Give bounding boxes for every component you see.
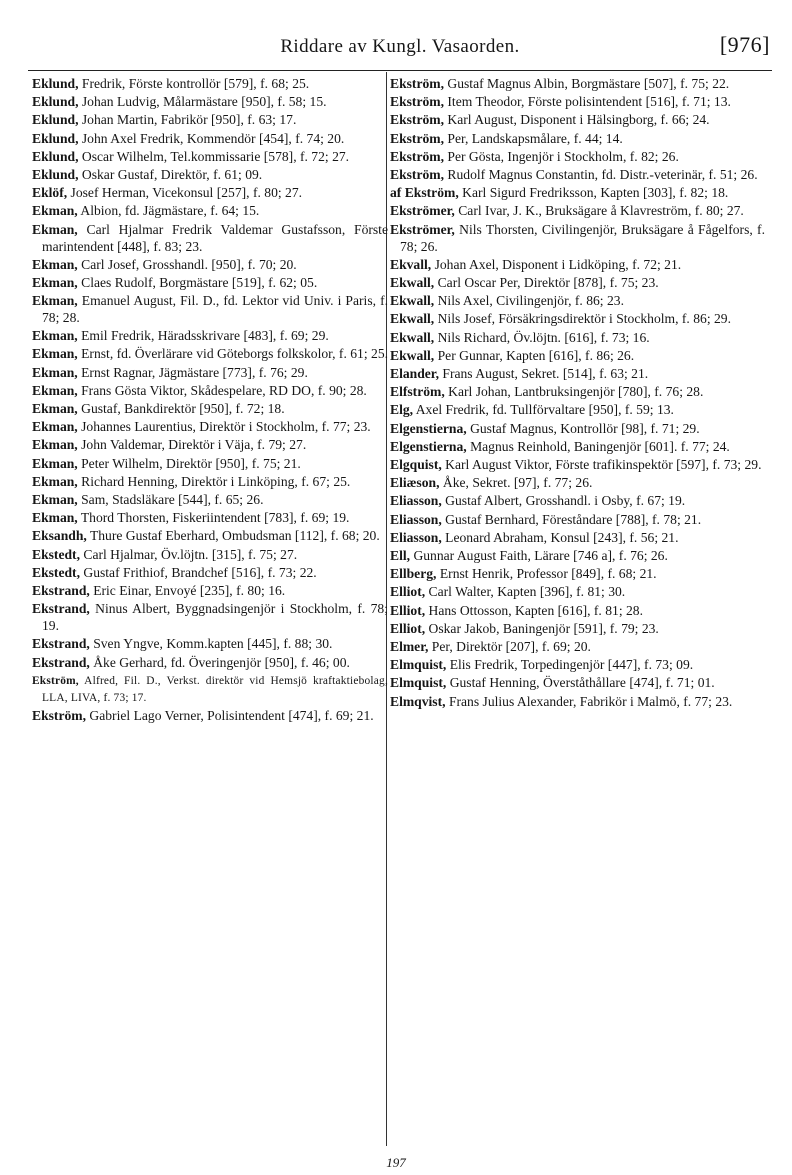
entry-details: Emil Fredrik, Häradsskrivare [483], f. 69; 29. (81, 328, 329, 344)
entry-details: Johannes Laurentius, Direktör i Stockholm, f. 77; 23. (81, 419, 371, 435)
entry-details: Ernst Henrik, Professor [849], f. 68; 21. (439, 566, 657, 582)
register-entry (390, 493, 765, 510)
entry-details: Carl Hjalmar Fredrik Valdemar Gustafsson, Förste marintendent [448], f. 83; 23. (42, 221, 388, 254)
register-entry (390, 112, 765, 129)
entry-details: Claes Rudolf, Borgmästare [519], f. 62; 05. (81, 274, 318, 290)
entry-details: Thure Gustaf Eberhard, Ombudsman [112], f. 68; 20. (89, 528, 380, 544)
register-entry (32, 257, 388, 274)
entry-details: Ninus Albert, Byggnadsingenjör i Stockholm, f. 78; 19. (42, 601, 388, 634)
entry-details: Frans Gösta Viktor, Skådespelare, RD DO, f. 90; 28. (81, 382, 367, 398)
register-entry (390, 566, 765, 583)
entry-details: Per, Direktör [207], f. 69; 20. (431, 639, 591, 654)
entry-surname: Elfström, (390, 384, 445, 400)
entry-surname: Elliot, (390, 620, 426, 636)
entry-details: Karl Johan, Lantbruksingenjör [780], f. 76; 28. (448, 384, 704, 400)
entry-details: Per Gunnar, Kapten [616], f. 86; 26. (437, 347, 635, 363)
entry-surname: Ekwall, (390, 329, 435, 345)
register-entry (390, 512, 765, 529)
entry-details: Gustaf Frithiof, Brandchef [516], f. 73; 22. (83, 564, 317, 580)
entry-details: Hans Ottosson, Kapten [616], f. 81; 28. (428, 602, 643, 618)
register-entry (32, 76, 388, 93)
entry-surname: Eksandh, (32, 528, 87, 544)
register-entry (32, 94, 388, 111)
entry-details: Oskar Gustaf, Direktör, f. 61; 09. (81, 167, 263, 183)
register-entry (390, 131, 765, 148)
entry-surname: Ekvall, (390, 256, 432, 272)
entry-details: Magnus Reinhold, Baningenjör [601]. f. 77; 24. (470, 438, 730, 454)
entry-surname: Ekman, (32, 274, 78, 290)
entry-surname: Ekström, (390, 148, 444, 164)
entry-surname: Eklund, (32, 167, 79, 183)
register-entry (32, 437, 388, 454)
register-entry (32, 565, 388, 582)
entry-surname: Ekwall, (390, 274, 435, 290)
entry-details: Ernst, fd. Överlärare vid Göteborgs folkskolor, f. 61; 25. (81, 346, 389, 362)
entry-surname: Ekstrand, (32, 636, 90, 652)
entry-details: Carl Oscar Per, Direktör [878], f. 75; 23. (437, 274, 659, 290)
register-entry (32, 708, 388, 725)
register-entry (390, 167, 765, 184)
page-header (30, 32, 770, 66)
entry-details: Carl Ivar, J. K., Bruksägare å Klavreström, f. 80; 27. (458, 203, 744, 219)
entry-surname: Eklund, (32, 112, 79, 128)
register-entry (390, 621, 765, 638)
entry-details: Richard Henning, Direktör i Linköping, f. 67; 25. (81, 473, 351, 489)
register-entry (390, 222, 765, 256)
entry-details: Karl August Viktor, Förste trafikinspektör [597], f. 73; 29. (445, 456, 762, 472)
entry-details: Oskar Jakob, Baningenjör [591], f. 79; 23. (428, 620, 659, 636)
entry-surname: af Ekström, (390, 185, 459, 201)
register-entry (32, 474, 388, 491)
register-entry (390, 657, 765, 674)
entry-surname: Ekman, (32, 455, 78, 471)
register-entry (32, 293, 388, 327)
entry-surname: Elander, (390, 365, 439, 381)
register-entry (32, 222, 388, 256)
register-entry (390, 76, 765, 93)
register-entry (32, 112, 388, 129)
entry-details: Johan Axel, Disponent i Lidköping, f. 72; 21. (434, 256, 682, 272)
register-entry (390, 275, 765, 292)
entry-details: Rudolf Magnus Constantin, fd. Distr.-veterinär, f. 51; 26. (447, 167, 758, 183)
register-entry (390, 149, 765, 166)
register-entry (390, 402, 765, 419)
register-entry (32, 365, 388, 382)
entry-surname: Ekman, (32, 419, 78, 435)
register-entry (390, 457, 765, 474)
header-rule (28, 70, 772, 71)
entry-details: Carl Hjalmar, Öv.löjtn. [315], f. 75; 27. (83, 546, 298, 562)
register-entry (390, 439, 765, 456)
entry-surname: Ekwall, (390, 311, 435, 327)
register-entry (32, 583, 388, 600)
entry-surname: Ekstedt, (32, 546, 80, 562)
entry-details: Eric Einar, Envoyé [235], f. 80; 16. (93, 583, 286, 599)
register-entry (390, 475, 765, 492)
register-entry (390, 366, 765, 383)
register-entry (32, 419, 388, 436)
right-column (390, 76, 765, 712)
entry-surname: Ekstrand, (32, 583, 90, 599)
entry-surname: Ekman, (32, 492, 78, 508)
entry-details: Albion, fd. Jägmästare, f. 64; 15. (80, 203, 260, 219)
entry-surname: Ekman, (32, 221, 78, 237)
entry-surname: Elmquist, (390, 657, 447, 673)
register-entry (32, 655, 388, 672)
register-entry (32, 131, 388, 148)
entry-surname: Ekman, (32, 473, 78, 489)
register-entry (32, 275, 388, 292)
register-entry (390, 293, 765, 310)
register-entry (32, 510, 388, 527)
entry-surname: Elgenstierna, (390, 420, 467, 436)
entry-details: Gustaf Magnus Albin, Borgmästare [507], f. 75; 22. (447, 76, 730, 91)
entry-details: Frans Julius Alexander, Fabrikör i Malmö, f. 77; 23. (448, 693, 733, 709)
entry-surname: Ekwall, (390, 293, 435, 309)
entry-details: Elis Fredrik, Torpedingenjör [447], f. 73; 09. (449, 657, 694, 673)
entry-details: Ernst Ragnar, Jägmästare [773], f. 76; 29. (81, 364, 308, 380)
register-entry (32, 203, 388, 220)
register-entry (32, 528, 388, 545)
register-entry (32, 167, 388, 184)
entry-details: Thord Thorsten, Fiskeriintendent [783], f. 69; 19. (80, 510, 350, 526)
entry-details: Emanuel August, Fil. D., fd. Lektor vid Univ. i Paris, f. 78; 28. (42, 293, 388, 326)
page-footer-number: 197 (386, 1155, 406, 1170)
entry-details: Gustaf Henning, Överståthållare [474], f. 71; 01. (449, 675, 715, 691)
entry-surname: Eliæson, (390, 475, 440, 491)
register-entry (390, 330, 765, 347)
entry-surname: Eklund, (32, 76, 79, 91)
entry-surname: Elgquist, (390, 456, 442, 472)
entry-details: Per, Landskapsmålare, f. 44; 14. (447, 130, 623, 146)
entry-surname: Eklund, (32, 148, 79, 164)
register-entry (32, 601, 388, 635)
entry-surname: Ekström, (390, 76, 444, 91)
register-entry (390, 94, 765, 111)
register-entry (390, 548, 765, 565)
entry-details: Gustaf Albert, Grosshandl. i Osby, f. 67; 19. (445, 493, 686, 509)
left-column (32, 76, 388, 726)
entry-surname: Ellberg, (390, 566, 437, 582)
entry-details: Nils Thorsten, Civilingenjör, Bruksägare å Fågelfors, f. 78; 26. (400, 221, 765, 254)
entry-surname: Elmquist, (390, 675, 447, 691)
register-entry (32, 346, 388, 363)
register-entry (390, 311, 765, 328)
register-entry (390, 675, 765, 692)
register-entry (390, 348, 765, 365)
register-entry (390, 603, 765, 620)
entry-details: Alfred, Fil. D., Verkst. direktör vid Hemsjö kraftaktiebolag, LLA, LIVA, f. 73; 17. (42, 674, 388, 704)
entry-surname: Ekströmer, (390, 221, 455, 237)
register-entry (32, 492, 388, 509)
register-entry (390, 639, 765, 656)
entry-surname: Ekman, (32, 328, 78, 344)
entry-details: Gunnar August Faith, Lärare [746 a], f. 76; 26. (413, 547, 668, 563)
entry-details: John Valdemar, Direktör i Väja, f. 79; 27. (81, 437, 307, 453)
register-entry (32, 383, 388, 400)
entry-details: Johan Martin, Fabrikör [950], f. 63; 17. (81, 112, 297, 128)
entry-surname: Ell, (390, 547, 411, 563)
entry-details: Sven Yngve, Komm.kapten [445], f. 88; 30. (93, 636, 333, 652)
register-entry (32, 401, 388, 418)
entry-details: Carl Josef, Grosshandl. [950], f. 70; 20. (81, 256, 297, 272)
entry-surname: Ekman, (32, 364, 78, 380)
register-entry (390, 421, 765, 438)
entry-details: Nils Axel, Civilingenjör, f. 86; 23. (437, 293, 624, 309)
entry-surname: Elliot, (390, 602, 426, 618)
register-entry (32, 547, 388, 564)
entry-surname: Ekström, (390, 167, 444, 183)
entry-surname: Eliasson, (390, 529, 442, 545)
entry-details: Fredrik, Förste kontrollör [579], f. 68; 25. (81, 76, 310, 91)
register-entry (32, 185, 388, 202)
register-entry (390, 384, 765, 401)
entry-details: Nils Richard, Öv.löjtn. [616], f. 73; 16. (437, 329, 650, 345)
entry-surname: Ekman, (32, 203, 78, 219)
entry-surname: Ekman, (32, 293, 78, 309)
entry-surname: Elmqvist, (390, 693, 446, 709)
entry-surname: Elgenstierna, (390, 438, 467, 454)
entry-surname: Eklund, (32, 130, 79, 146)
entry-details: Carl Walter, Kapten [396], f. 81; 30. (428, 584, 626, 600)
entry-surname: Ekman, (32, 401, 78, 417)
entry-details: Axel Fredrik, fd. Tullförvaltare [950], f. 59; 13. (415, 402, 674, 418)
entry-details: Oscar Wilhelm, Tel.kommissarie [578], f. 72; 27. (81, 148, 350, 164)
register-entry (32, 328, 388, 345)
page-bracket-number: [976] (719, 32, 770, 57)
running-title: Riddare av Kungl. Vasaorden. (280, 36, 520, 57)
entry-surname: Elmer, (390, 639, 429, 654)
entry-surname: Eliasson, (390, 493, 442, 509)
entry-surname: Ekman, (32, 346, 78, 362)
entry-details: Per Gösta, Ingenjör i Stockholm, f. 82; 26. (447, 148, 679, 164)
entry-details: Karl Sigurd Fredriksson, Kapten [303], f. 82; 18. (462, 185, 729, 201)
entry-surname: Ekström, (390, 130, 444, 146)
register-entry (32, 149, 388, 166)
entry-surname: Ekström, (32, 707, 86, 723)
entry-details: Gustaf Bernhard, Föreståndare [788], f. 78; 21. (445, 511, 702, 527)
entry-details: Gabriel Lago Verner, Polisintendent [474], f. 69; 21. (89, 707, 374, 723)
entry-details: Gustaf Magnus, Kontrollör [98], f. 71; 29. (470, 420, 700, 436)
entry-surname: Elg, (390, 402, 414, 418)
entry-details: John Axel Fredrik, Kommendör [454], f. 74; 20. (81, 130, 345, 146)
entry-surname: Ekman, (32, 382, 78, 398)
register-entry (390, 185, 765, 202)
register-entry (390, 203, 765, 220)
register-entry (390, 584, 765, 601)
entry-details: Johan Ludvig, Målarmästare [950], f. 58; 15. (81, 94, 327, 110)
entry-details: Karl August, Disponent i Hälsingborg, f. 66; 24. (447, 112, 710, 128)
entry-details: Peter Wilhelm, Direktör [950], f. 75; 21. (81, 455, 301, 471)
entry-surname: Ekman, (32, 437, 78, 453)
register-entry (32, 636, 388, 653)
entry-details: Gustaf, Bankdirektör [950], f. 72; 18. (81, 401, 285, 417)
entry-details: Åke Gerhard, fd. Överingenjör [950], f. 46; 00. (93, 654, 350, 670)
entry-surname: Eliasson, (390, 511, 442, 527)
register-entry (32, 673, 388, 707)
entry-surname: Eklöf, (32, 185, 68, 201)
entry-surname: Ekström, (390, 112, 444, 128)
entry-details: Nils Josef, Försäkringsdirektör i Stockholm, f. 86; 29. (437, 311, 731, 327)
entry-surname: Ekman, (32, 256, 78, 272)
entry-details: Leonard Abraham, Konsul [243], f. 56; 21. (445, 529, 679, 545)
entry-surname: Ekström, (32, 674, 79, 687)
entry-details: Josef Herman, Vicekonsul [257], f. 80; 27. (70, 185, 303, 201)
entry-details: Åke, Sekret. [97], f. 77; 26. (442, 475, 593, 491)
entry-surname: Ekströmer, (390, 203, 455, 219)
register-entry (390, 257, 765, 274)
entry-surname: Ekstrand, (32, 654, 90, 670)
entry-surname: Elliot, (390, 584, 426, 600)
entry-details: Item Theodor, Förste polisintendent [516], f. 71; 13. (447, 94, 731, 110)
entry-details: Frans August, Sekret. [514], f. 63; 21. (442, 365, 649, 381)
register-entry (32, 456, 388, 473)
entry-surname: Ekstrand, (32, 601, 90, 617)
entry-surname: Ekstedt, (32, 564, 80, 580)
entry-details: Sam, Stadsläkare [544], f. 65; 26. (81, 492, 264, 508)
register-entry (390, 530, 765, 547)
register-entry (390, 694, 765, 711)
entry-surname: Ekman, (32, 510, 78, 526)
entry-surname: Ekström, (390, 94, 444, 110)
entry-surname: Ekwall, (390, 347, 435, 363)
entry-surname: Eklund, (32, 94, 79, 110)
